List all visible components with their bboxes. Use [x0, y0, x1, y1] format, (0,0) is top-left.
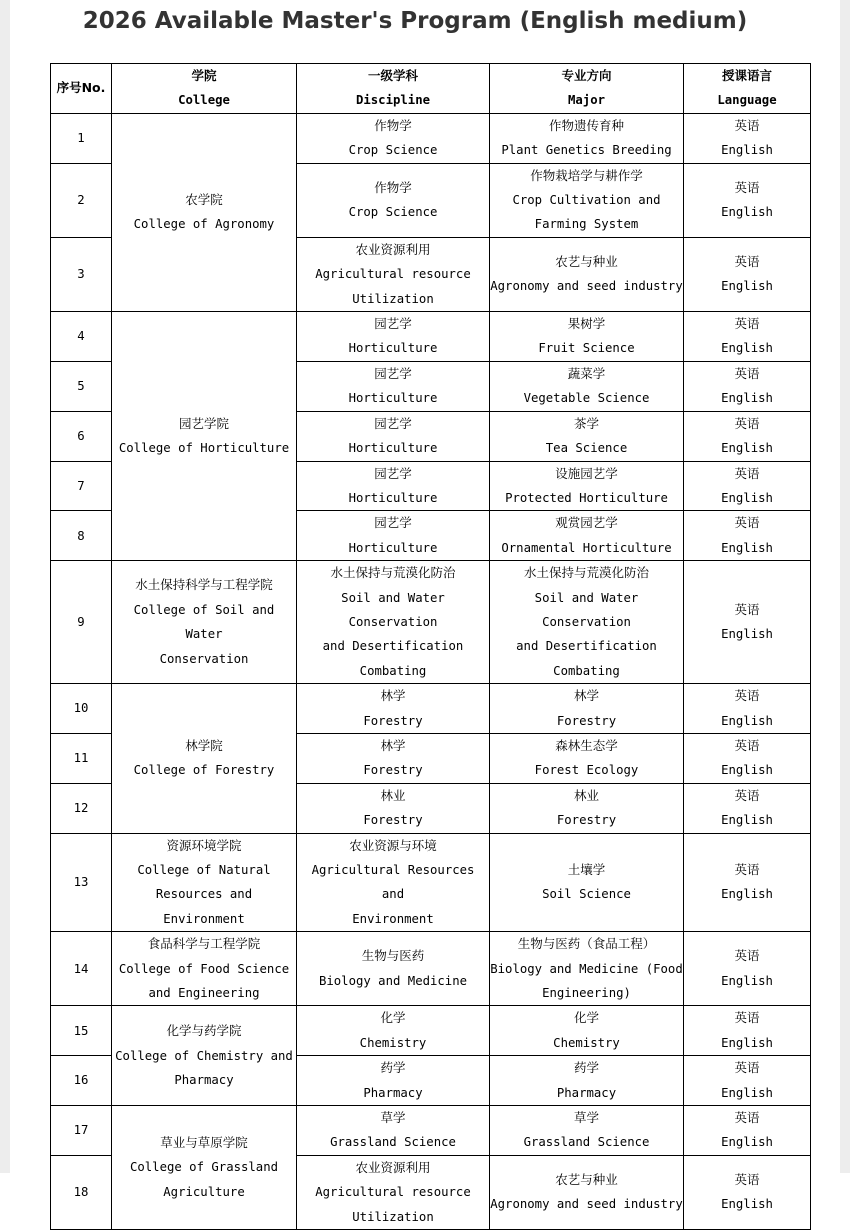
discipline-cell: 园艺学 Horticulture — [297, 361, 490, 411]
discipline-cell: 农业资源利用 Agricultural resource Utilization — [297, 1155, 490, 1229]
major-cell: 药学 Pharmacy — [490, 1056, 684, 1106]
language-cell: 英语 English — [684, 932, 811, 1006]
table-header-row — [51, 64, 811, 114]
major-cell: 森林生态学 Forest Ecology — [490, 733, 684, 783]
college-cell: 资源环境学院 College of Natural Resources and Environment — [112, 833, 297, 932]
language-cell: 英语 English — [684, 1056, 811, 1106]
college-cell: 农学院 College of Agronomy — [112, 113, 297, 311]
college-cell: 化学与药学院 College of Chemistry and Pharmacy — [112, 1006, 297, 1106]
language-cell: 英语 English — [684, 461, 811, 511]
discipline-cell: 农业资源与环境 Agricultural Resources and Environment — [297, 833, 490, 932]
language-cell: 英语 English — [684, 733, 811, 783]
row-number: 3 — [51, 237, 112, 311]
major-cell: 果树学 Fruit Science — [490, 312, 684, 362]
college-cell: 园艺学院 College of Horticulture — [112, 312, 297, 561]
language-cell: 英语 English — [684, 1155, 811, 1229]
language-cell: 英语 English — [684, 783, 811, 833]
discipline-cell: 园艺学 Horticulture — [297, 411, 490, 461]
discipline-cell: 林学 Forestry — [297, 733, 490, 783]
major-cell: 蔬菜学 Vegetable Science — [490, 361, 684, 411]
major-cell: 化学 Chemistry — [490, 1006, 684, 1056]
table-row — [51, 833, 811, 932]
language-cell: 英语 English — [684, 511, 811, 561]
major-cell: 农艺与种业 Agronomy and seed industry — [490, 1155, 684, 1229]
major-cell: 土壤学 Soil Science — [490, 833, 684, 932]
row-number: 2 — [51, 163, 112, 237]
header-language: 授课语言 Language — [684, 64, 811, 114]
language-cell: 英语 English — [684, 561, 811, 684]
header-college: 学院 College — [112, 64, 297, 114]
row-number: 10 — [51, 684, 112, 734]
major-cell: 作物遗传育种 Plant Genetics Breeding — [490, 113, 684, 163]
table-row — [51, 113, 811, 163]
row-number: 17 — [51, 1106, 112, 1156]
discipline-cell: 农业资源利用 Agricultural resource Utilization — [297, 237, 490, 311]
table-row — [51, 684, 811, 734]
discipline-cell: 化学 Chemistry — [297, 1006, 490, 1056]
row-number: 14 — [51, 932, 112, 1006]
major-cell: 作物栽培学与耕作学 Crop Cultivation and Farming System — [490, 163, 684, 237]
major-cell: 林学 Forestry — [490, 684, 684, 734]
language-cell: 英语 English — [684, 113, 811, 163]
program-table — [50, 63, 811, 1230]
left-margin-bar — [0, 0, 10, 1173]
row-number: 12 — [51, 783, 112, 833]
discipline-cell: 林业 Forestry — [297, 783, 490, 833]
major-cell: 林业 Forestry — [490, 783, 684, 833]
college-cell: 水土保持科学与工程学院 College of Soil and Water Conservation — [112, 561, 297, 684]
language-cell: 英语 English — [684, 1106, 811, 1156]
college-cell: 林学院 College of Forestry — [112, 684, 297, 833]
language-cell: 英语 English — [684, 163, 811, 237]
major-cell: 水土保持与荒漠化防治 Soil and Water Conservation and Desertification Combating — [490, 561, 684, 684]
page-title: 2026 Available Master's Program (English medium) — [82, 8, 748, 34]
major-cell: 生物与医药（食品工程） Biology and Medicine (Food Engineering) — [490, 932, 684, 1006]
language-cell: 英语 English — [684, 684, 811, 734]
row-number: 8 — [51, 511, 112, 561]
discipline-cell: 园艺学 Horticulture — [297, 511, 490, 561]
major-cell: 农艺与种业 Agronomy and seed industry — [490, 237, 684, 311]
language-cell: 英语 English — [684, 237, 811, 311]
language-cell: 英语 English — [684, 1006, 811, 1056]
language-cell: 英语 English — [684, 833, 811, 932]
language-cell: 英语 English — [684, 411, 811, 461]
discipline-cell: 草学 Grassland Science — [297, 1106, 490, 1156]
right-margin-bar — [840, 0, 850, 1173]
table-row — [51, 1006, 811, 1056]
header-discipline: 一级学科 Discipline — [297, 64, 490, 114]
table-row — [51, 312, 811, 362]
row-number: 9 — [51, 561, 112, 684]
discipline-cell: 生物与医药 Biology and Medicine — [297, 932, 490, 1006]
table-row — [51, 932, 811, 1006]
language-cell: 英语 English — [684, 361, 811, 411]
row-number: 18 — [51, 1155, 112, 1229]
row-number: 4 — [51, 312, 112, 362]
major-cell: 观赏园艺学 Ornamental Horticulture — [490, 511, 684, 561]
row-number: 7 — [51, 461, 112, 511]
row-number: 13 — [51, 833, 112, 932]
major-cell: 设施园艺学 Protected Horticulture — [490, 461, 684, 511]
college-cell: 草业与草原学院 College of Grassland Agriculture — [112, 1106, 297, 1230]
discipline-cell: 药学 Pharmacy — [297, 1056, 490, 1106]
college-cell: 食品科学与工程学院 College of Food Science and Engineering — [112, 932, 297, 1006]
header-major: 专业方向 Major — [490, 64, 684, 114]
major-cell: 茶学 Tea Science — [490, 411, 684, 461]
discipline-cell: 作物学 Crop Science — [297, 163, 490, 237]
table-row — [51, 561, 811, 684]
row-number: 1 — [51, 113, 112, 163]
row-number: 11 — [51, 733, 112, 783]
discipline-cell: 林学 Forestry — [297, 684, 490, 734]
discipline-cell: 园艺学 Horticulture — [297, 461, 490, 511]
header-no: 序号No. — [51, 64, 112, 114]
row-number: 6 — [51, 411, 112, 461]
discipline-cell: 园艺学 Horticulture — [297, 312, 490, 362]
discipline-cell: 水土保持与荒漠化防治 Soil and Water Conservation and Desertification Combating — [297, 561, 490, 684]
discipline-cell: 作物学 Crop Science — [297, 113, 490, 163]
language-cell: 英语 English — [684, 312, 811, 362]
major-cell: 草学 Grassland Science — [490, 1106, 684, 1156]
row-number: 16 — [51, 1056, 112, 1106]
row-number: 5 — [51, 361, 112, 411]
table-row — [51, 1106, 811, 1156]
row-number: 15 — [51, 1006, 112, 1056]
